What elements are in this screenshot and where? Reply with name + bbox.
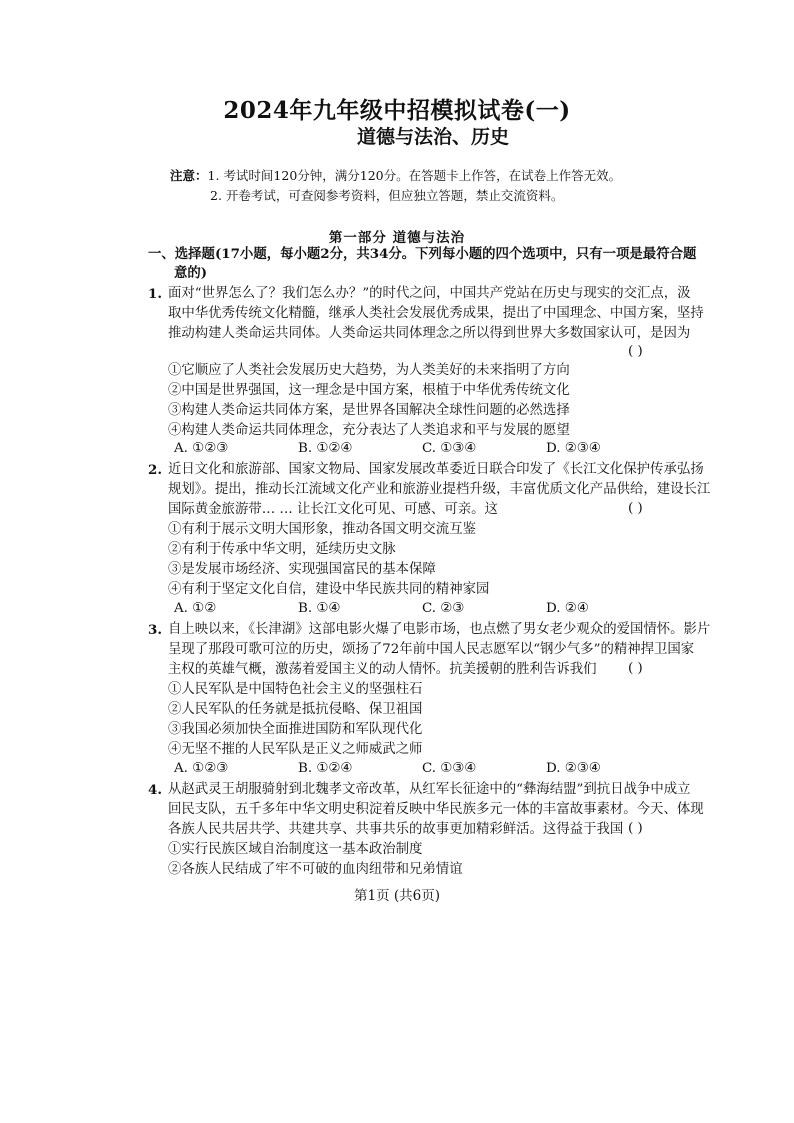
- question-text: 面对“世界怎么了？我们怎么办？”的时代之问，中国共产党站在历史与现实的交汇点，汲: [168, 286, 691, 301]
- statement: ④有利于坚定文化自信，建设中华民族共同的精神家园: [168, 582, 490, 597]
- statement: ②中国是世界强国，这一理念是中国方案，根植于中华优秀传统文化: [168, 383, 570, 398]
- statement: ③是发展市场经济、实现强国富民的基本保障: [168, 562, 436, 577]
- question-text: 呈现了那段可歌可泣的历史，颂扬了72年前中国人民志愿军以“钢少气多”的精神捍卫国家: [168, 642, 695, 657]
- answer-paren: ( ): [628, 501, 643, 516]
- option-b: B. ①④: [298, 601, 341, 616]
- page-footer: 第1页 (共6页): [353, 888, 440, 904]
- statement: ①实行民族区域自治制度这一基本政治制度: [168, 842, 423, 857]
- question-number: 2.: [148, 462, 162, 478]
- statement: ①有利于展示文明大国形象，推动各国文明交流互鉴: [168, 522, 476, 537]
- statement: ④构建人类命运共同体理念，充分表达了人类追求和平与发展的愿望: [168, 423, 570, 438]
- question-text: 主权的英雄气概，激荡着爱国主义的动人情怀。抗美援朝的胜利告诉我们: [168, 662, 597, 677]
- question-text: 取中华优秀传统文化精髓，继承人类社会发展优秀成果，提出了中国理念、中国方案，坚持: [168, 306, 704, 321]
- option-d: D. ②③④: [546, 441, 601, 456]
- question-text: 近日文化和旅游部、国家文物局、国家发展改革委近日联合印发了《长江文化保护传承弘扬: [168, 462, 704, 477]
- statement: ③构建人类命运共同体方案，是世界各国解决全球性问题的必然选择: [168, 403, 570, 418]
- exam-subtitle: 道德与法治、历史: [356, 126, 509, 148]
- statement: ③我国必须加快全面推进国防和军队现代化: [168, 722, 423, 737]
- question-text: 规划》。提出，推动长江流域文化产业和旅游业提档升级，丰富优质文化产品供给，建设长江: [168, 482, 711, 497]
- option-d: D. ②④: [546, 601, 589, 616]
- notice-line-1: [170, 166, 621, 186]
- question-number: 3.: [148, 622, 162, 638]
- question-text: 各族人民共居共学、共建共享、共事共乐的故事更加精彩鲜活。这得益于我国: [168, 822, 624, 837]
- notice-label: 注意：: [170, 168, 208, 183]
- option-c: C. ①③④: [422, 441, 477, 456]
- statement: ②有利于传承中华文明，延续历史文脉: [168, 542, 396, 557]
- statement: ④无坚不摧的人民军队是正义之师威武之师: [168, 742, 423, 757]
- question-number: 4.: [148, 782, 162, 798]
- notice-item-2: 2. 开卷考试，可查阅参考资料，但应独立答题，禁止交流资料。: [210, 188, 564, 203]
- option-a: A. ①②③: [174, 441, 229, 456]
- statement: ①它顺应了人类社会发展历史大趋势，为人类美好的未来指明了方向: [168, 363, 570, 378]
- statement: ①人民军队是中国特色社会主义的坚强柱石: [168, 682, 423, 697]
- answer-paren: ( ): [628, 821, 643, 836]
- option-c: C. ②③: [422, 601, 465, 616]
- option-a: A. ①②③: [174, 761, 229, 776]
- question-text: 推动构建人类命运共同体。人类命运共同体理念之所以得到世界大多数国家认可，是因为: [168, 326, 691, 341]
- option-d: D. ②③④: [546, 761, 601, 776]
- option-c: C. ①③④: [422, 761, 477, 776]
- question-text: 国际黄金旅游带… … 让长江文化可见、可感、可亲。这: [168, 502, 498, 517]
- question-text: 从赵武灵王胡服骑射到北魏孝文帝改革，从红军长征途中的“彝海结盟”到抗日战争中成立: [168, 782, 691, 797]
- notice-item-1: 1. 考试时间120分钟，满分120分。在答题卡上作答，在试卷上作答无效。: [207, 168, 622, 183]
- question-number: 1.: [148, 286, 162, 302]
- option-a: A. ①②: [174, 601, 217, 616]
- statement: ②各族人民结成了牢不可破的血肉纽带和兄弟情谊: [168, 862, 463, 877]
- statement: ②人民军队的任务就是抵抗侵略、保卫祖国: [168, 702, 423, 717]
- section-heading: 一、选择题(17小题，每小题2分，共34分。下列每小题的四个选项中，只有一项是最符合题: [148, 246, 697, 262]
- answer-paren: ( ): [628, 344, 643, 359]
- option-b: B. ①②④: [298, 441, 353, 456]
- option-b: B. ①②④: [298, 761, 353, 776]
- section-heading-cont: 意的): [174, 265, 208, 281]
- part-heading: 第一部分 道德与法治: [328, 230, 466, 246]
- exam-title: 2024年九年级中招模拟试卷(一): [223, 97, 571, 124]
- question-text: 自上映以来，《长津湖》这部电影火爆了电影市场，也点燃了男女老少观众的爱国情怀。影片: [168, 622, 711, 637]
- answer-paren: ( ): [628, 661, 643, 676]
- question-text: 回民支队，五千多年中华文明史积淀着反映中华民族多元一体的丰富故事素材。今天、体现: [168, 802, 704, 817]
